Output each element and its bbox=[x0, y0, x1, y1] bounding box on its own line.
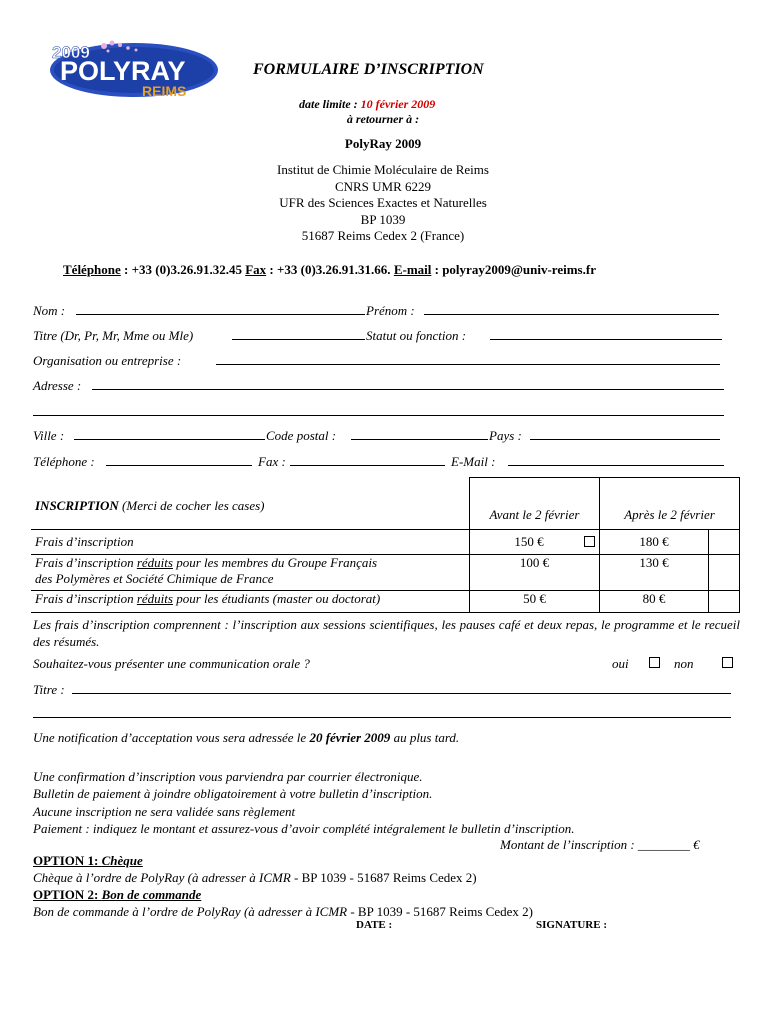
telephone-label: Téléphone : bbox=[33, 454, 95, 469]
deadline-label: date limite : bbox=[299, 97, 361, 111]
fees-heading bbox=[31, 478, 470, 530]
adresse-field-2[interactable] bbox=[33, 403, 724, 416]
fee-after: 130 € bbox=[600, 555, 709, 591]
fax-value: : +33 (0)3.26.91.31.66. bbox=[266, 262, 394, 277]
nom-label: Nom : bbox=[33, 303, 66, 318]
code-postal-field[interactable] bbox=[351, 427, 488, 440]
titre-comm-label: Titre : bbox=[33, 682, 65, 697]
option2-desc: Bon de commande à l’ordre de PolyRay (à adresser à ICMR - BP 1039 - 51687 Reims Cedex 2) bbox=[33, 904, 533, 919]
fee-row bbox=[31, 530, 740, 555]
phone-value: : +33 (0)3.26.91.32.45 bbox=[120, 262, 246, 277]
org-name: PolyRay 2009 bbox=[344, 136, 422, 151]
oral-question: Souhaitez-vous présenter une communication orale ? bbox=[33, 656, 310, 671]
confirm-line: Une confirmation d’inscription vous parviendra par courrier électronique. bbox=[33, 769, 423, 784]
signature-label: SIGNATURE : bbox=[536, 919, 608, 931]
fee-before: 150 € bbox=[470, 530, 600, 555]
polyray-logo bbox=[46, 36, 218, 100]
checkbox[interactable] bbox=[584, 536, 595, 547]
fee-checkbox-cell[interactable] bbox=[709, 530, 740, 555]
fax-label: Fax bbox=[245, 262, 267, 277]
fee-checkbox-cell[interactable] bbox=[709, 591, 740, 613]
organisation-label: Organisation ou entreprise : bbox=[33, 353, 182, 368]
confirmation-block bbox=[33, 768, 574, 837]
ville-field[interactable] bbox=[74, 427, 265, 440]
option1-heading: OPTION 1: Chèque bbox=[33, 853, 143, 868]
telephone-field[interactable] bbox=[106, 453, 252, 466]
titre-comm-field-2[interactable] bbox=[33, 705, 731, 718]
email-field[interactable] bbox=[508, 453, 724, 466]
fees-table bbox=[31, 477, 740, 613]
confirm-line: Aucune inscription ne sera validée sans règlement bbox=[33, 803, 296, 819]
fees-header-row bbox=[31, 478, 740, 530]
fees-include-text: Les frais d’inscription comprennent : l’inscription aux sessions scientifiques, les pauses café et deux repas, le programme et le recueil des résumés. bbox=[33, 617, 740, 649]
oui-label: oui bbox=[612, 656, 629, 671]
confirm-line: Bulletin de paiement à joindre obligatoirement à votre bulletin d’inscription. bbox=[33, 786, 433, 802]
notification-text: Une notification d’acceptation vous sera adressée le 20 février 2009 au plus tard. bbox=[33, 730, 460, 745]
address-line: 51687 Reims Cedex 2 (France) bbox=[301, 228, 465, 244]
titre-label: Titre (Dr, Pr, Mr, Mme ou Mle) bbox=[33, 328, 194, 343]
fee-before: 100 € bbox=[470, 555, 600, 591]
org-address bbox=[200, 162, 566, 245]
prenom-label: Prénom : bbox=[366, 303, 415, 318]
phone-label: Téléphone bbox=[63, 262, 121, 277]
email-label: E-mail bbox=[393, 262, 432, 277]
nom-field[interactable] bbox=[76, 302, 365, 315]
oui-checkbox[interactable] bbox=[649, 657, 660, 668]
address-line: BP 1039 bbox=[360, 211, 406, 227]
confirm-line: Paiement : indiquez le montant et assurez-vous d’avoir complété intégralement le bulletin d’inscription. bbox=[33, 820, 575, 836]
deadline bbox=[299, 97, 435, 112]
ville-label: Ville : bbox=[33, 428, 65, 443]
organisation-field[interactable] bbox=[216, 352, 720, 365]
svg-text:POLYRAY: POLYRAY bbox=[60, 56, 186, 86]
fee-row bbox=[31, 555, 740, 591]
address-line: CNRS UMR 6229 bbox=[334, 178, 432, 194]
fee-before: 50 € bbox=[470, 591, 600, 613]
fee-row bbox=[31, 591, 740, 613]
statut-field[interactable] bbox=[490, 327, 722, 340]
fee-checkbox-cell[interactable] bbox=[709, 555, 740, 591]
non-label: non bbox=[674, 656, 694, 671]
fax-field[interactable] bbox=[290, 453, 445, 466]
pays-label: Pays : bbox=[489, 428, 522, 443]
form-title: FORMULAIRE D’INSCRIPTION bbox=[253, 61, 484, 78]
contact-line bbox=[63, 262, 596, 278]
fee-after: 180 € bbox=[600, 530, 709, 555]
date-label: DATE : bbox=[356, 919, 393, 931]
address-line: Institut de Chimie Moléculaire de Reims bbox=[277, 162, 489, 177]
code-postal-label: Code postal : bbox=[266, 428, 337, 443]
option1-desc: Chèque à l’ordre de PolyRay (à adresser à ICMR - BP 1039 - 51687 Reims Cedex 2) bbox=[33, 870, 477, 885]
prenom-field[interactable] bbox=[424, 302, 719, 315]
deadline-value: 10 février 2009 bbox=[360, 97, 436, 111]
fax-field-label: Fax : bbox=[258, 454, 286, 469]
col-before-header: Avant le 2 février bbox=[470, 478, 600, 530]
fee-label: Frais d’inscription réduits pour les étudiants (master ou doctorat) bbox=[31, 591, 470, 613]
titre-field[interactable] bbox=[232, 327, 365, 340]
fee-label: Frais d’inscription réduits pour les membres du Groupe Français des Polymères et Société Chimique de France bbox=[31, 555, 470, 591]
fees-heading-rest: (Merci de cocher les cases) bbox=[118, 497, 265, 513]
return-label: à retourner à : bbox=[346, 112, 420, 126]
statut-label: Statut ou fonction : bbox=[366, 328, 467, 343]
fee-after: 80 € bbox=[600, 591, 709, 613]
adresse-label: Adresse : bbox=[33, 378, 82, 393]
fees-heading-bold: INSCRIPTION bbox=[35, 497, 119, 513]
option2-heading: OPTION 2: Bon de commande bbox=[33, 887, 202, 902]
non-checkbox[interactable] bbox=[722, 657, 733, 668]
email-value[interactable]: : polyray2009@univ-reims.fr bbox=[431, 262, 596, 277]
col-after-header: Après le 2 février bbox=[600, 478, 740, 530]
address-line: UFR des Sciences Exactes et Naturelles bbox=[279, 195, 487, 211]
pays-field[interactable] bbox=[530, 427, 720, 440]
titre-comm-field[interactable] bbox=[72, 681, 731, 694]
montant-line[interactable]: Montant de l’inscription : ________ € bbox=[500, 837, 700, 852]
fee-label: Frais d’inscription bbox=[31, 530, 470, 555]
svg-text:2009: 2009 bbox=[52, 43, 90, 62]
email-field-label: E-Mail : bbox=[451, 454, 496, 469]
svg-text:REIMS: REIMS bbox=[142, 83, 187, 99]
adresse-field[interactable] bbox=[92, 377, 724, 390]
